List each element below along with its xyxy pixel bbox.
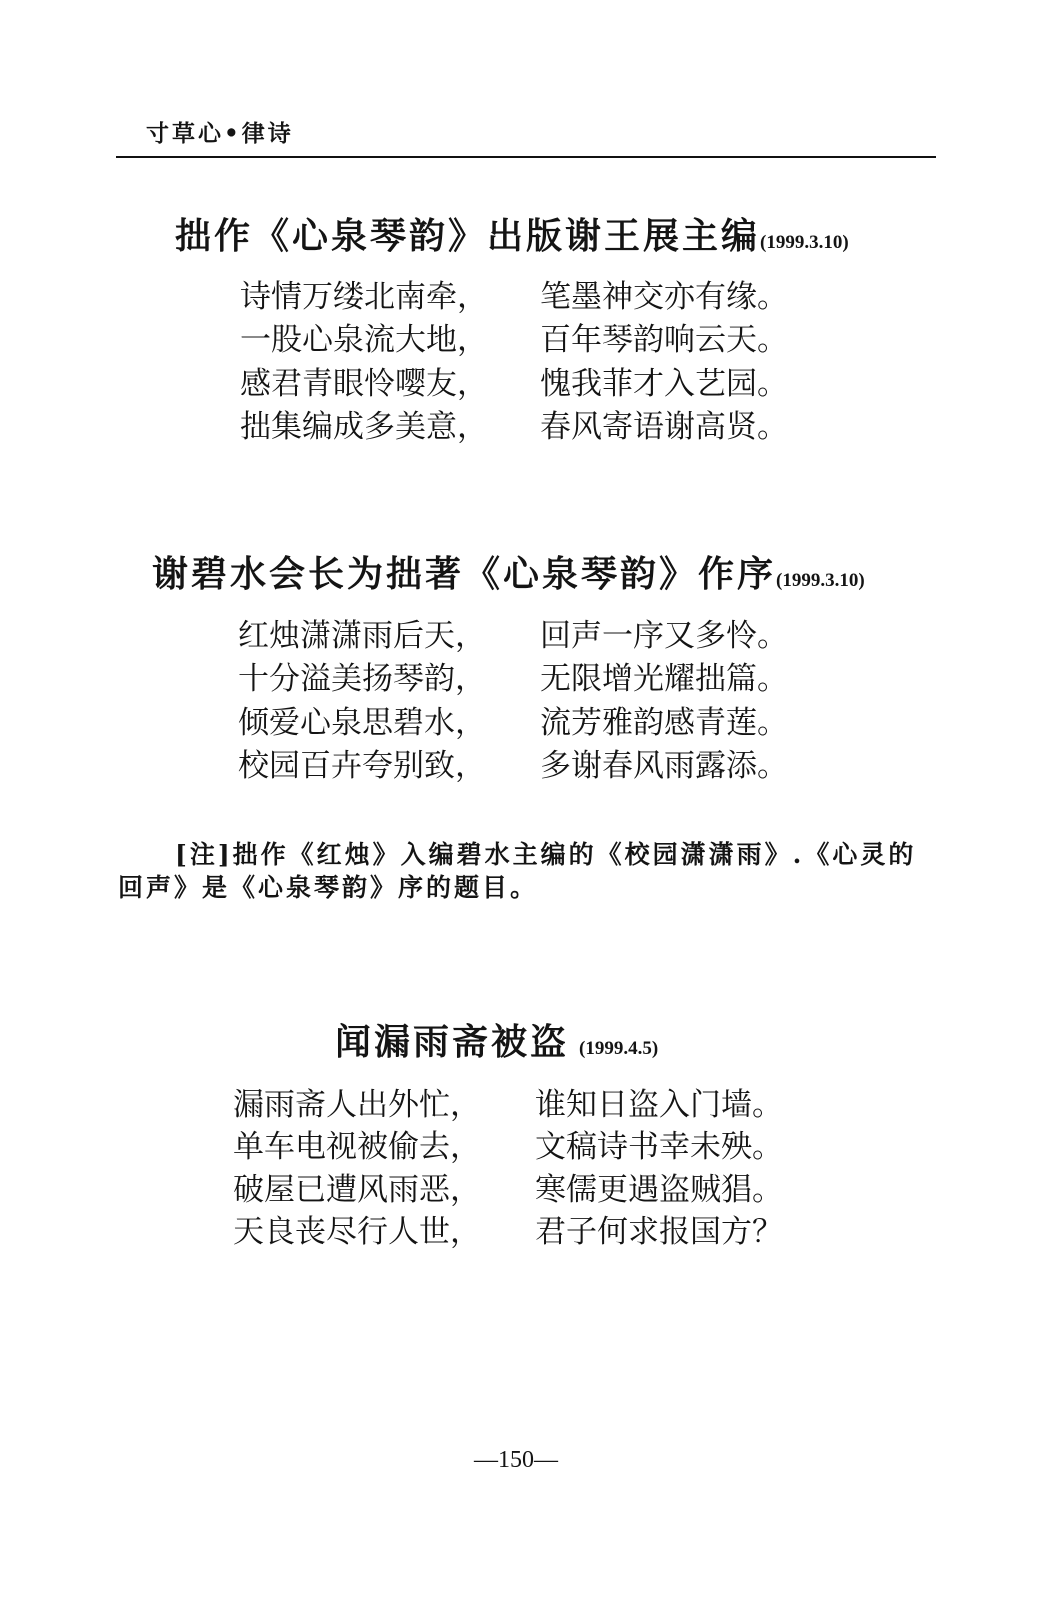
verse-first-half: 破屋已遭风雨恶， [233,1171,481,1208]
poem-3-date: (1999.4.5) [579,1038,659,1059]
running-head: 寸草心•律诗 [146,120,294,147]
verse-second-half: 谁知日盗入门墙。 [535,1087,783,1123]
verse-second-half: 笔墨神交亦有缘。 [540,279,788,315]
verse-second-half: 回声一序又多怜。 [540,618,788,654]
verse-second-half: 寒儒更遇盗贼猖。 [535,1171,783,1208]
verse-first-half: 漏雨斋人出外忙， [233,1087,481,1123]
poem-2-date: (1999.3.10) [776,570,865,591]
verse-second-half: 文稿诗书幸未殃。 [535,1129,783,1166]
verse-second-half: 百年琴韵响云天。 [540,322,788,359]
verse-first-half: 拙集编成多美意， [240,408,488,445]
verse-second-half: 多谢春风雨露添。 [540,747,788,784]
verse-first-half: 校园百卉夸别致， [238,747,486,784]
verse-first-half: 天良丧尽行人世， [233,1213,481,1250]
verse-first-half: 红烛潇潇雨后天， [238,618,486,654]
poem-2-heading [152,555,865,601]
verse-first-half: 感君青眼怜嘤友， [240,365,488,402]
poem-2-title: 谢碧水会长为拙著《心泉琴韵》作序 [152,554,777,595]
verse-first-half: 一股心泉流大地， [240,322,488,359]
annotation-line: [注]拙作《红烛》入编碧水主编的《校园潇潇雨》.《心灵的 [175,840,917,869]
verse-first-half: 单车电视被偷去， [233,1129,481,1166]
poem-3-heading [335,1023,658,1069]
annotation-note [118,838,916,904]
page-number: —150— [474,1447,558,1473]
poem-1-title: 拙作《心泉琴韵》出版谢王展主编 [175,216,761,257]
poem-1-heading [175,217,849,263]
verse-first-half: 十分溢美扬琴韵， [238,661,486,698]
verse-second-half: 流芳雅韵感青莲。 [540,704,788,741]
annotation-line: 回声》是《心泉琴韵》序的题目。 [118,873,539,902]
poem-1-date: (1999.3.10) [760,232,849,253]
verse-second-half: 君子何求报国方？ [535,1213,783,1250]
header-rule [116,156,936,158]
verse-first-half: 诗情万缕北南牵， [240,279,488,315]
verse-second-half: 愧我菲才入艺园。 [540,365,788,402]
verse-second-half: 无限增光耀拙篇。 [540,661,788,698]
verse-second-half: 春风寄语谢高贤。 [540,408,788,445]
poem-3-title: 闻漏雨斋被盗 [335,1022,570,1063]
verse-first-half: 倾爱心泉思碧水， [238,704,486,741]
